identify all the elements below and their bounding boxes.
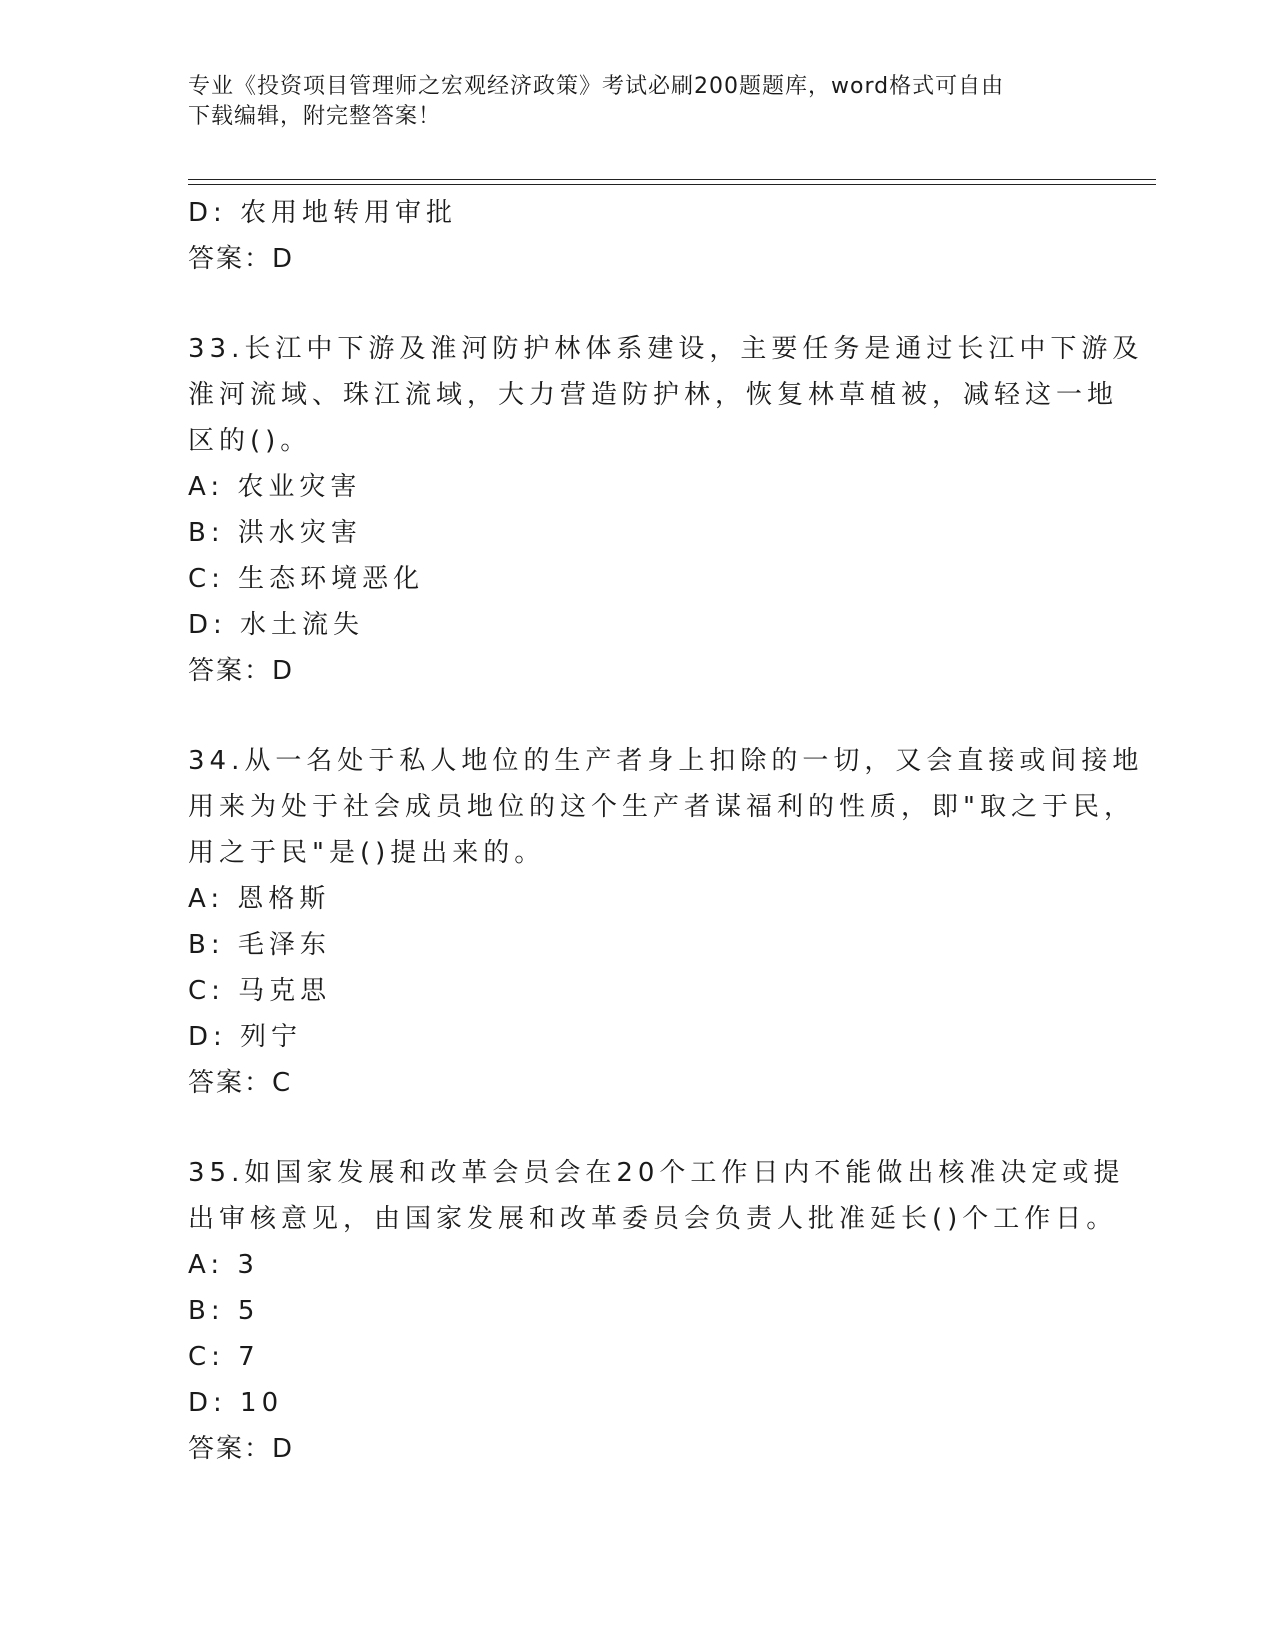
option-a: A: 恩格斯 [188,884,331,914]
header-rule-bottom [188,184,1156,185]
option-a: A: 农业灾害 [188,472,362,502]
question-text-line: 33.长江中下游及淮河防护林体系建设，主要任务是通过长江中下游及 [188,334,1144,364]
header-line-2: 下载编辑，附完整答案！ [188,104,442,129]
option-c: C: 生态环境恶化 [188,564,425,594]
answer: 答案：D [188,1434,295,1464]
question-text-line: 区的()。 [188,426,312,456]
question-34 [188,738,1144,1106]
option-c: C: 马克思 [188,976,332,1006]
answer: 答案：D [188,656,295,686]
document-body [188,190,1144,1472]
question-text-line: 出审核意见，由国家发展和改革委员会负责人批准延长()个工作日。 [188,1204,1118,1234]
option-d: D: 水土流失 [188,610,365,640]
question-text-line: 用之于民"是()提出来的。 [188,838,546,868]
question-33 [188,326,1144,694]
option-b: B: 洪水灾害 [188,518,362,548]
header-rule-top [188,179,1156,180]
question-text-line: 淮河流域、珠江流域，大力营造防护林，恢复林草植被，减轻这一地 [188,380,1119,410]
option-c: C: 7 [188,1342,260,1372]
continued-question [188,190,1088,282]
option-b: B: 5 [188,1296,260,1326]
question-35 [188,1150,1125,1472]
header-line-1: 专业《投资项目管理师之宏观经济政策》考试必刷200题题库，word格式可自由 [188,74,1005,99]
option-d: D: 农用地转用审批 [188,198,458,228]
question-text-line: 用来为处于社会成员地位的这个生产者谋福利的性质，即"取之于民， [188,792,1135,822]
option-a: A: 3 [188,1250,259,1280]
question-text-line: 35.如国家发展和改革会员会在20个工作日内不能做出核准决定或提 [188,1158,1125,1188]
answer: 答案：C [188,1068,293,1098]
document-header [188,72,1068,132]
answer: 答案：D [188,244,295,274]
option-d: D: 列宁 [188,1022,303,1052]
option-b: B: 毛泽东 [188,930,331,960]
option-d: D: 10 [188,1388,284,1418]
question-text-line: 34.从一名处于私人地位的生产者身上扣除的一切，又会直接或间接地 [188,746,1144,776]
